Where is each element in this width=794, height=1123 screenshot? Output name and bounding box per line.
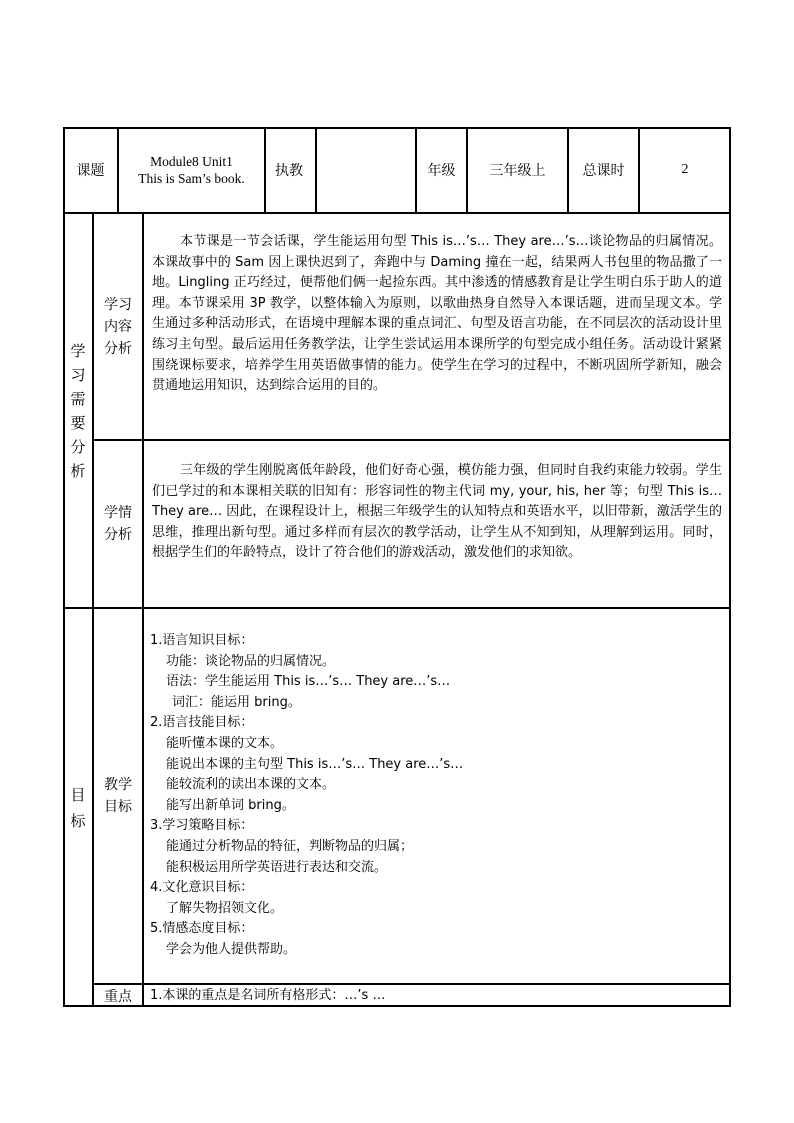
needs-label-char: 需 [70,389,86,408]
teaching-goals-label-line: 教学 [104,777,132,793]
topic-line-1-text: Module8 Unit1 [150,154,233,169]
content-analysis-label-cell [93,213,143,440]
learner-analysis-cell [143,440,731,608]
goal-line: 学会为他人提供帮助。 [166,941,297,957]
key-points-label-cell [93,984,143,1007]
needs-label-char: 学 [70,341,86,360]
goal-line: 5.情感态度目标： [150,921,254,937]
grade-label-cell [416,127,467,213]
teaching-goals-cell [143,608,731,984]
goal-line: 1.语言知识目标： [150,633,254,648]
goal-line: 能写出新单词 bring。 [166,797,295,813]
goal-line: 能说出本课的主句型 This is…’s… They are…’s… [166,756,464,772]
needs-section-label-cell [63,213,93,608]
goal-line: 3.学习策略目标： [150,818,254,834]
key-points-label: 重点 [104,988,132,1005]
grade-value-cell [467,127,568,213]
learner-analysis-label-line: 学情 [104,505,132,521]
goal-line: 能听懂本课的文本。 [166,735,284,751]
goals-label-char: 标 [70,811,86,830]
goal-line: 词汇：能运用 bring。 [172,694,301,710]
grade-value-text: 三年级上 [489,163,546,179]
needs-label-char: 要 [70,413,86,432]
goals-section-label [70,782,85,834]
learner-analysis-text: 三年级的学生刚脱离低年龄段，他们好奇心强，模仿能力强，但同时自我约束能力较弱。学生们已学过的和本课相关联的旧知有：形容词性的物主代词 my, your, his, her 等；句型 This is… They are… 因此，在课程设计上，根据三年级学生的认知特点和英语水平，以旧带新，激活学生的思维，推理出新句型。通过多样而有层次的教学活动，让学生从不知到知，从理解到运用。同时，根据学生们的年龄特点，设计了符合他们的游戏活动，激发他们的求知欲。 [152,463,722,561]
learner-analysis-label-line: 分析 [104,527,132,543]
goal-line: 能通过分析物品的特征，判断物品的归属； [166,838,414,854]
goal-line: 能积极运用所学英语进行表达和交流。 [166,859,388,875]
goal-line: 2.语言技能目标： [150,715,254,731]
goals-label-char: 目 [70,785,86,804]
grade-label-text: 年级 [427,163,456,179]
needs-section-label [70,339,85,483]
content-analysis-text: 本节课是一节会话课，学生能运用句型 This is…’s… They are…’s…谈论物品的归属情况。本课故事中的 Sam 因上课快迟到了，奔跑中与 Daming 撞在一起，结果两人书包里的物品撒了一地。Lingling 正巧经过，便帮他们俩一起捡东西。其中渗透的情感教育是让学生明白乐于助人的道理。本节课采用 3P 教学，以整体输入为原则，以歌曲热身自然导入本课话题，进而呈现文本。学生通过多种活动形式，在语境中理解本课的重点词汇、句型及语言功能，在不同层次的活动设计里练习主句型。最后运用任务教学法，让学生尝试运用本课所学的句型完成小组任务。活动设计紧紧围绕课标要求，培养学生用英语做事情的能力。使学生在学习的过程中，不断巩固所学新知，融会贯通地运用知识，达到综合运用的目的。 [152,234,722,394]
teaching-goals-label-line: 目标 [104,799,132,815]
goal-line: 4.文化意识目标： [150,880,254,896]
content-analysis-label-line: 内容 [104,318,132,335]
topic-line-2-text: This is Sam’s book. [138,171,245,186]
periods-label-text: 总课时 [582,163,625,179]
learner-analysis-label-cell [93,440,143,608]
goal-line: 功能：谈论物品的归属情况。 [166,653,336,669]
goals-section-label-cell [63,608,93,1007]
content-analysis-label-line: 学习 [104,296,132,313]
teaching-goals-label-cell [93,608,143,984]
goal-line: 了解失物招领文化。 [166,900,284,916]
teacher-value-cell [316,127,416,213]
content-analysis-cell [143,213,731,440]
key-points-cell [143,984,731,1007]
periods-label-cell [568,127,639,213]
needs-label-char: 析 [70,461,86,480]
goal-line: 能较流利的读出本课的文本。 [166,777,336,793]
content-analysis-label-line: 分析 [104,340,132,357]
teacher-label-cell [265,127,316,213]
periods-value-cell [639,127,731,213]
topic-label-cell [63,127,118,213]
teaching-goals-label [104,774,132,818]
needs-label-char: 习 [70,365,86,384]
periods-value-text: 2 [681,162,689,177]
topic-label-text: 课题 [76,163,105,179]
content-analysis-label [104,294,132,360]
learner-analysis-label [104,502,132,546]
goal-line: 语法：学生能运用 This is…’s… They are…’s… [166,674,451,690]
needs-label-char: 分 [70,437,86,456]
topic-value-cell [118,127,265,213]
teacher-label-text: 执教 [275,163,303,179]
key-points-text: 1.本课的重点是名词所有格形式：…’s … [150,988,386,1003]
